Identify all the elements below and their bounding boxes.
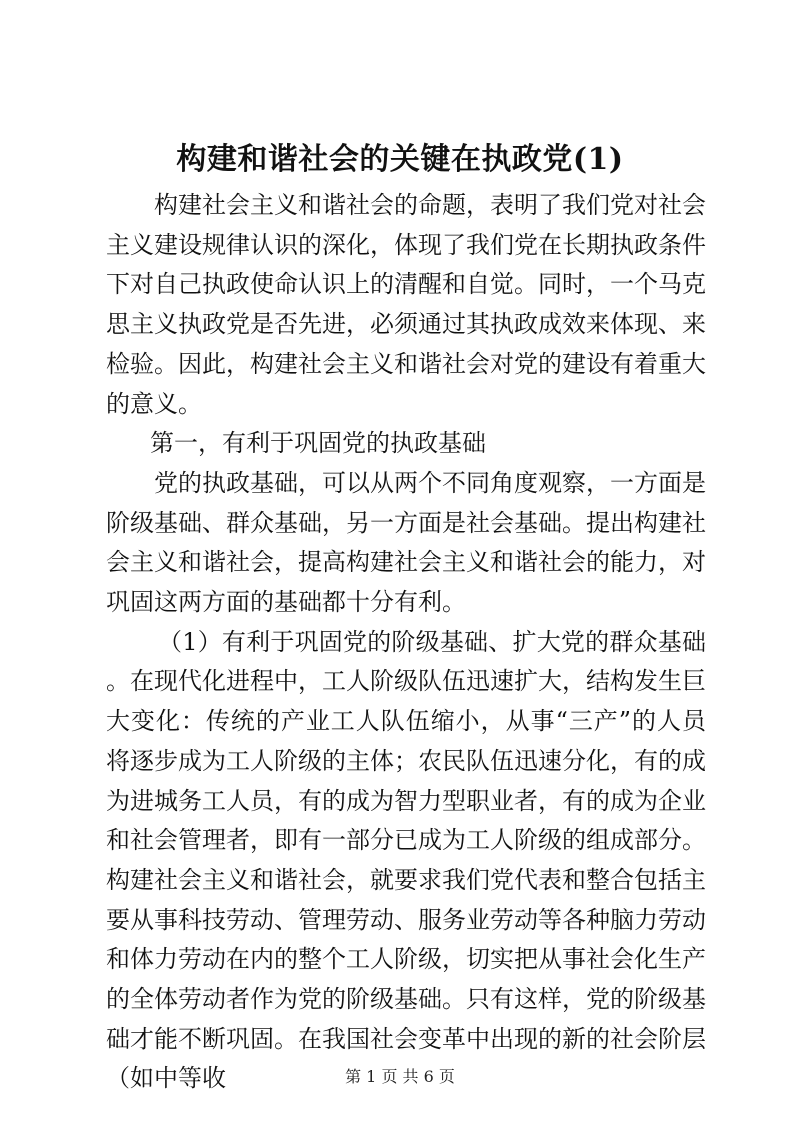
class-foundation-paragraph: （1）有利于巩固党的阶级基础、扩大党的群众基础。在现代化进程中，工人阶级队伍迅速扩大，结构发生巨大变化：传统的产业工人队伍缩小，从事“三产”的人员将逐步成为工人阶级的主体；农民队伍迅速分化，有的成为进城务工人员，有的成为智力型职业者，有的成为企业和社会管理者，即有一部分已成为工人阶级的组成部分。构建社会主义和谐社会，就要求我们党代表和整合包括主要从事科技劳动、管理劳动、服务业劳动等各种脑力劳动和体力劳动在内的整个工人阶级，切实把从事社会化生产的全体劳动者作为党的阶级基础。只有这样，党的阶级基础才能不断巩固。在我国社会变革中出现的新的社会阶层（如中等收 [106,627,706,1093]
document-body [106,186,706,1099]
intro-paragraph: 构建社会主义和谐社会的命题，表明了我们党对社会主义建设规律认识的深化，体现了我们党在长期执政条件下对自己执政使命认识上的清醒和自觉。同时，一个马克思主义执政党是否先进，必须通过其执政成效来体现、来检验。因此，构建社会主义和谐社会对党的建设有着重大的意义。 [106,191,706,418]
section-heading-first: 第一，有利于巩固党的执政基础 [150,429,486,458]
document-title: 构建和谐社会的关键在执政党(1) [176,142,624,177]
governance-foundation-paragraph: 党的执政基础，可以从两个不同角度观察，一方面是阶级基础、群众基础，另一方面是社会基础。提出构建社会主义和谐社会，提高构建社会主义和谐社会的能力，对巩固这两方面的基础都十分有利。 [106,468,706,617]
page-footer: 第 1 页 共 6 页 [345,1067,455,1086]
